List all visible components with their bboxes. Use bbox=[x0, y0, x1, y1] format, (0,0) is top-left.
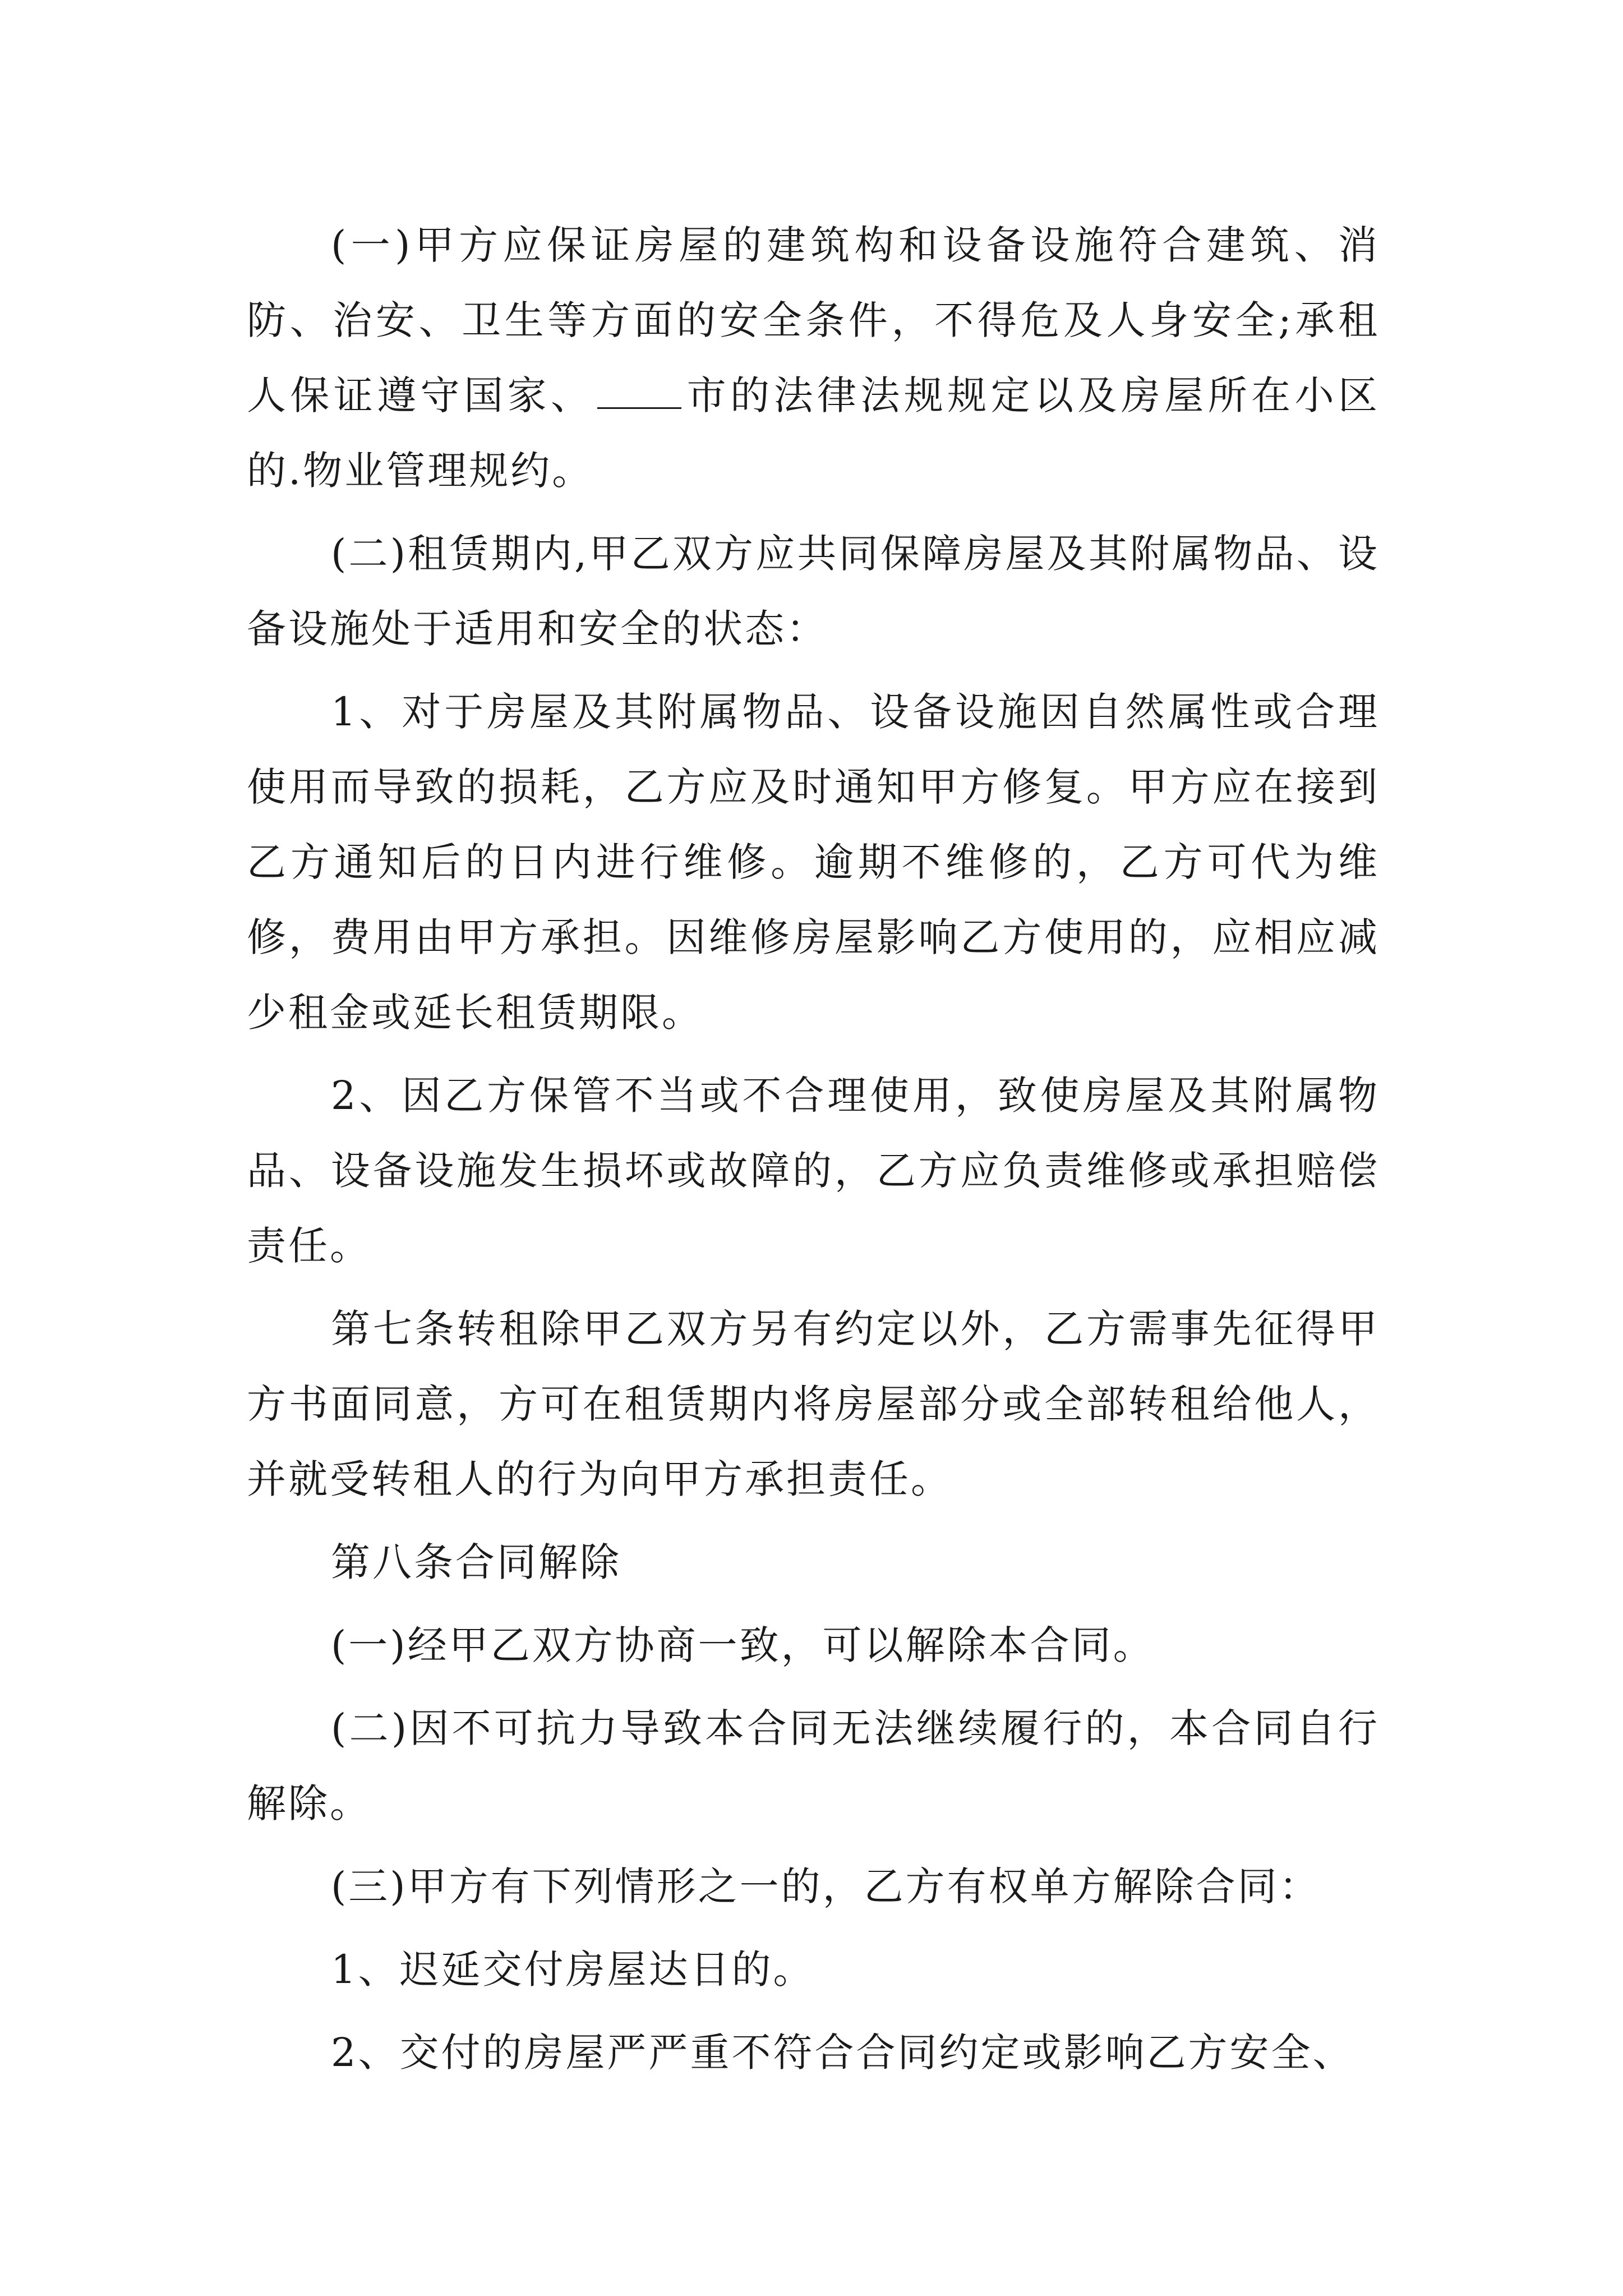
paragraph-joint-maintenance: (二)租赁期内,甲乙双方应共同保障房屋及其附属物品、设备设施处于适用和安全的状态： bbox=[247, 531, 1380, 652]
paragraph-article-8-heading: 第八条合同解除 bbox=[331, 1539, 621, 1585]
paragraph-delayed-delivery: 1、迟延交付房屋达日的。 bbox=[331, 1947, 815, 1993]
paragraph-text: 市的法律法规规定以及房屋所在小区的.物业管理规约。 bbox=[247, 372, 1380, 494]
paragraph-text: (一)甲方应保证房屋的建筑构和设备设施符合建筑、消防、治安、卫生等方面的安全条件，不得危及人身安全;承租人保证遵守国家、 bbox=[247, 222, 1380, 418]
paragraph-tenant-termination-rights: (三)甲方有下列情形之一的，乙方有权单方解除合同： bbox=[331, 1864, 1321, 1910]
paragraph-repair-wear: 1、对于房屋及其附属物品、设备设施因自然属性或合理使用而导致的损耗，乙方应及时通知甲方修复。甲方应在接到乙方通知后的日内进行维修。逾期不维修的，乙方可代为维修，费用由甲方承担。因维修房屋影响乙方使用的，应相应减少租金或延长租赁期限。 bbox=[247, 689, 1380, 1036]
paragraph-landlord-safety-obligation bbox=[247, 208, 1380, 508]
paragraph-nonconforming-house: 2、交付的房屋严严重不符合合同约定或影响乙方安全、 bbox=[331, 2030, 1354, 2076]
paragraph-tenant-damage: 2、因乙方保管不当或不合理使用，致使房屋及其附属物品、设备设施发生损坏或故障的，乙方应负责维修或承担赔偿责任。 bbox=[247, 1073, 1380, 1269]
paragraph-article-7-sublease: 第七条转租除甲乙双方另有约定以外，乙方需事先征得甲方书面同意，方可在租赁期内将房屋部分或全部转租给他人，并就受转租人的行为向甲方承担责任。 bbox=[247, 1306, 1380, 1502]
document-body bbox=[247, 208, 1380, 2098]
paragraph-mutual-termination: (一)经甲乙双方协商一致，可以解除本合同。 bbox=[331, 1622, 1155, 1668]
fill-in-blank bbox=[597, 372, 681, 409]
paragraph-force-majeure: (二)因不可抗力导致本合同无法继续履行的，本合同自行解除。 bbox=[247, 1705, 1380, 1826]
